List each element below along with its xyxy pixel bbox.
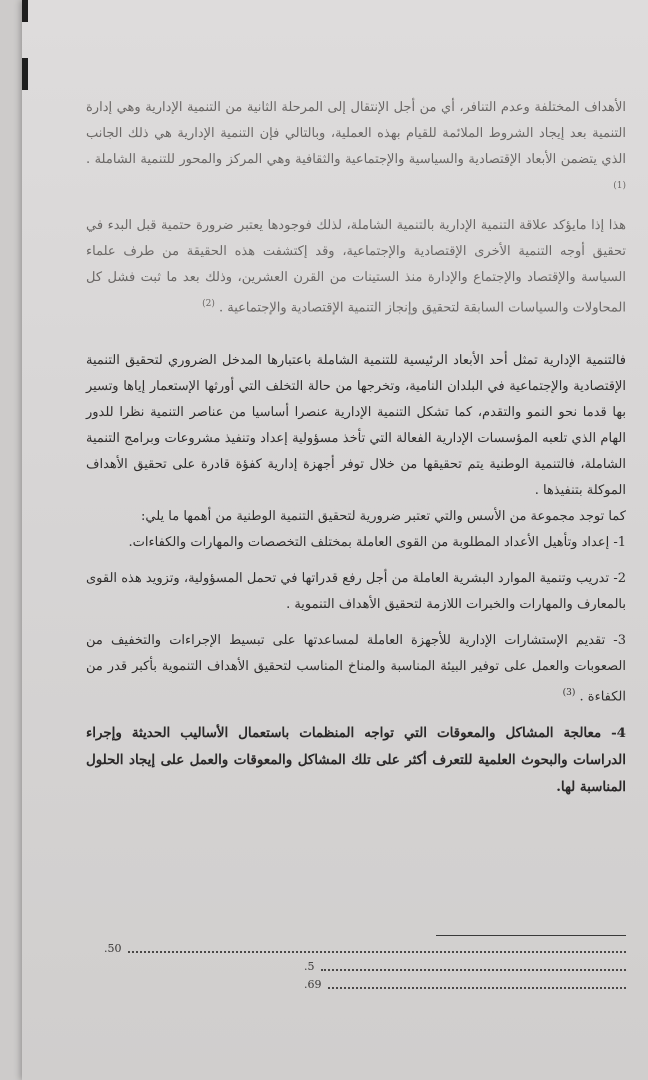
paragraph-4: كما توجد مجموعة من الأسس والتي تعتبر ضرورية لتحقيق التنمية الوطنية من أهمها ما يلي: [141,508,626,524]
footnote-ref-3: (3) [562,687,576,698]
paragraph-1: الأهداف المختلفة وعدم التنافر، أي من أجل الإنتقال إلى المرحلة الثانية من التنمية الإدارية وهي إدارة التنمية بعد إيجاد الشروط الملائمة للقيام بهذه العملية، وبالتالي فإن التنمية الإدارية هي ذلك الجانب الذي يتضمن الأبعاد الإقتصادية والسياسية والإجتماعية والثقافية وهي المركز والمحور للتنمية الشاملة . $^{(1)}$ [86,100,626,191]
paragraph-2: هذا إذا مايؤكد علاقة التنمية الإدارية بالتنمية الشاملة، لذلك فوجودها يعتبر ضرورة حتمية قبل البدء في تحقيق أوجه التنمية الأخرى الإقتصادية والإجتماعية، وقد إكتشفت هذه الحقيقة من طرف علماء السياسة والإقتصاد والإجتماع والإدارة منذ الستينات من القرن العشرين، وذلك بعد ما ثبت فشل كل المحاولات والسياسات السابقة لتحقيق وإنجاز التنمية الإقتصادية والإجتماعية . $^{(2)}$ [86,218,626,316]
document-page [22,0,648,1080]
paragraph-3: فالتنمية الإدارية تمثل أحد الأبعاد الرئيسية للتنمية الشاملة باعتبارها المدخل الضروري لتحقيق التنمية الإقتصادية والإجتماعية في البلدان النامية، وتخرجها من حالة التخلف التي أورثها الإستعمار إياها وتسير بها قدما نحو النمو والتقدم، كما تشكل التنمية الإدارية عنصرا أساسيا من عناصر التنمية نظرا للدور الهام الذي تلعبه المؤسسات الإدارية الفعالة التي تأخذ مسؤولية إعداد وتنفيذ مشروعات وبرامج التنمية الشاملة، فالتنمية الوطنية يتم تحقيقها من خلال توفر أجهزة إدارية كفؤة قادرة على تحقيق الأهداف الموكلة بتنفيذها . [86,352,626,498]
footnote-ref-2: (2) [202,299,215,310]
footnote-3: .69 [304,978,626,991]
list-item-3: 3- تقديم الإستشارات الإدارية للأجهزة العاملة لمساعدتها على تبسيط الإجراءات والتخفيف من الصعوبات والعمل على توفير البيئة المناسبة والمناخ المناسب لتحقيق الأهداف التنموية بأكبر قدر من الكفاءة . $^{(3)}$ [86,632,626,704]
footnote-2: .5 [304,960,626,973]
list-item-1: 1- إعداد وتأهيل الأعداد المطلوبة من القوى العاملة بمختلف التخصصات والمهارات والكفاءات. [128,534,626,550]
footnotes [104,935,626,996]
list-item-2: 2- تدريب وتنمية الموارد البشرية العاملة من أجل رفع قدراتها في تحمل المسؤولية، وتزويد هذه القوى بالمعارف والمهارات والخبرات اللازمة لتحقيق الأهداف التنموية . [86,570,626,612]
footnote-1: .50 [104,942,626,955]
binding-mark-top [22,0,28,22]
footnote-ref-1: (1) [613,181,626,191]
binding-mark-middle [22,58,28,90]
body-text [86,95,626,801]
list-item-4: 4- معالجة المشاكل والمعوقات التي تواجه المنظمات باستعمال الأساليب الحديثة وإجراء الدراسات والبحوث العلمية للتعرف أكثر على تلك المشاكل والمعوقات والعمل على إيجاد الحلول المناسبة لها. [86,724,626,795]
footnote-rule [436,935,626,936]
